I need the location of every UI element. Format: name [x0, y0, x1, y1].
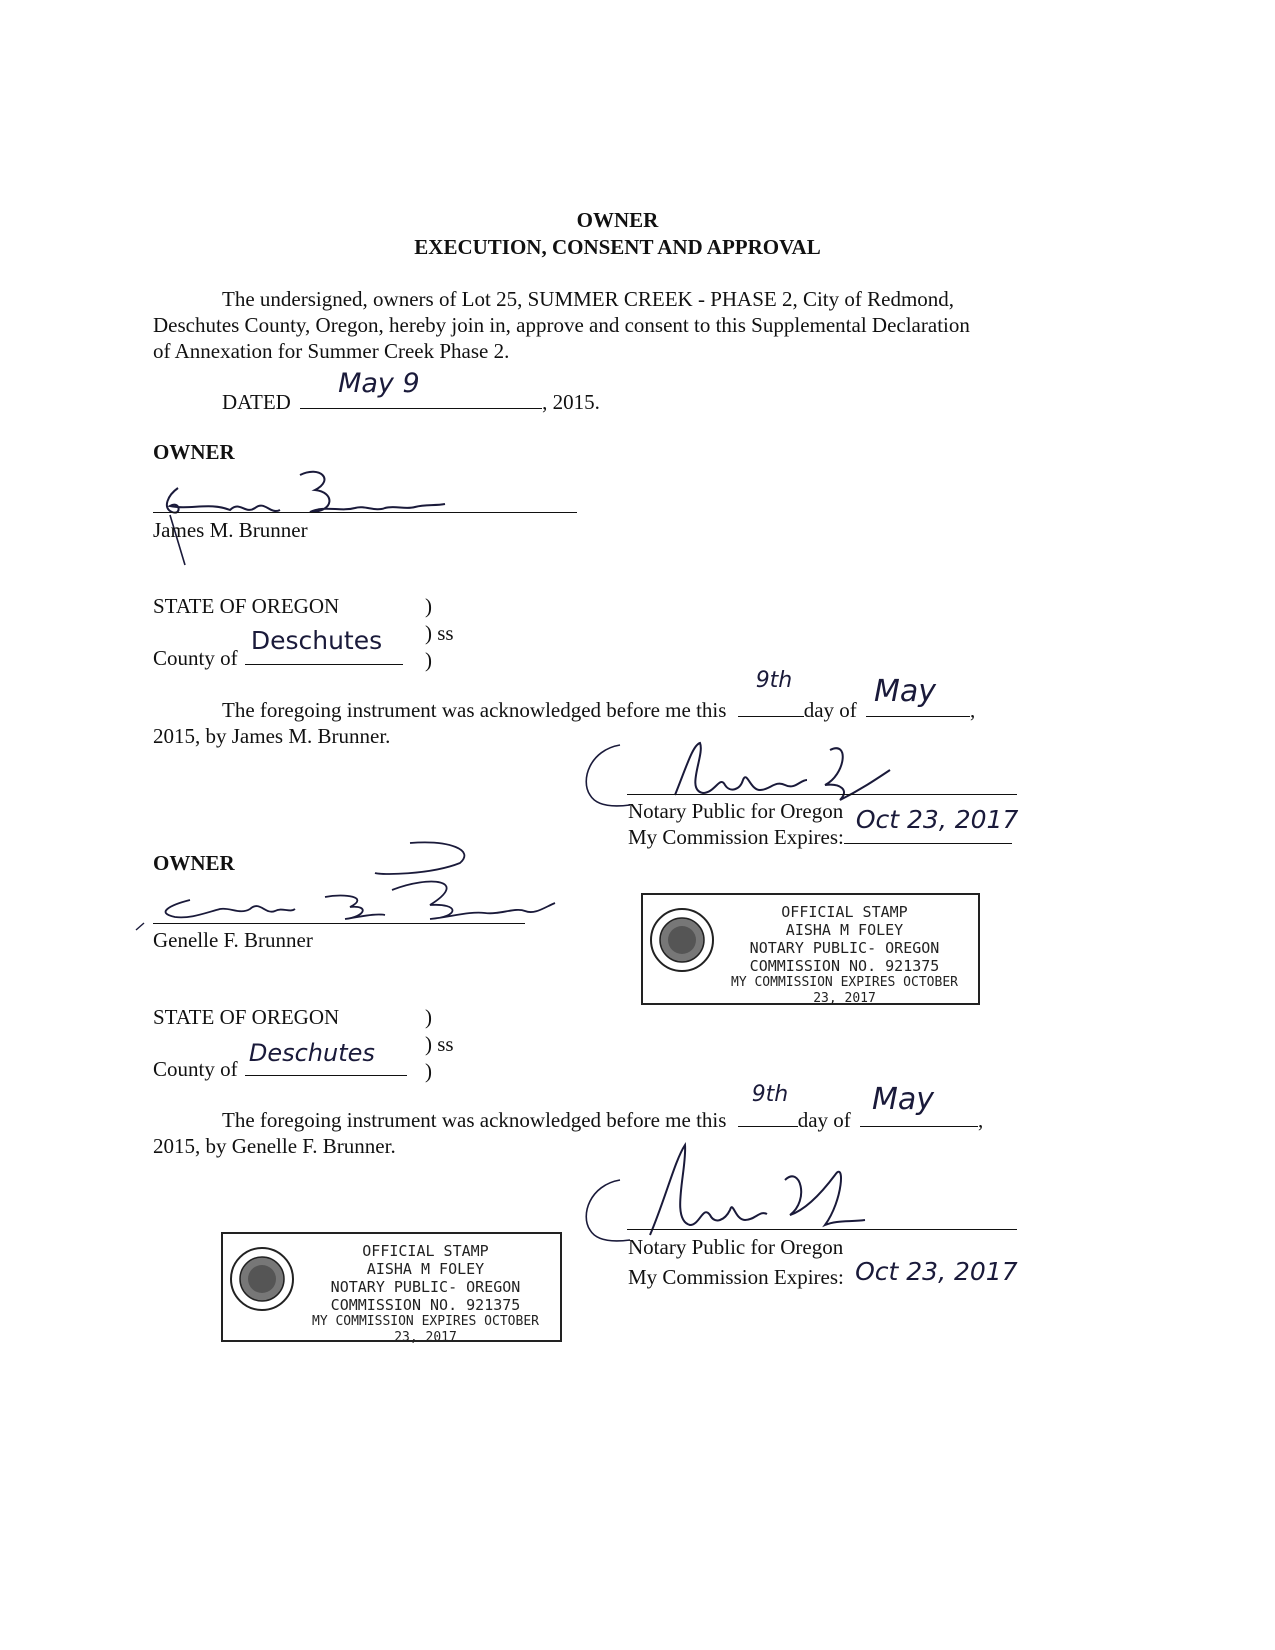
notary2-expires-row: [628, 1257, 1018, 1290]
venue2-county-field: [245, 1039, 407, 1076]
owner1-label: OWNER: [153, 440, 235, 464]
venue2-paren-bottom: ): [425, 1059, 432, 1083]
intro-line-3: of Annexation for Summer Creek Phase 2.: [153, 339, 510, 363]
ack2-line-2: 2015, by Genelle F. Brunner.: [153, 1134, 396, 1158]
notary1-expires-label: My Commission Expires:: [628, 825, 844, 849]
stamp2-line5: MY COMMISSION EXPIRES OCTOBER 23, 2017: [312, 1314, 539, 1345]
venue1-county-row: [153, 626, 403, 671]
venue1-paren-top: ): [425, 594, 432, 618]
ack1-line-2: 2015, by James M. Brunner.: [153, 724, 391, 748]
notary-stamp-1: [641, 893, 980, 1005]
venue1-county-field: [245, 626, 403, 665]
venue2-county-row: [153, 1039, 407, 1082]
owner1-signature-line: [153, 512, 577, 513]
ack1-text-b: day of: [803, 698, 857, 722]
notary2-expires-handwritten: Oct 23, 2017: [855, 1257, 1018, 1286]
owner2-signature-line: [153, 923, 525, 924]
venue1-ss: ) ss: [425, 621, 454, 645]
venue1-paren-bottom: ): [425, 648, 432, 672]
owner2-signature: [130, 835, 570, 940]
ack2-comma: ,: [978, 1108, 984, 1132]
notary2-expires-label: My Commission Expires:: [628, 1265, 844, 1289]
dated-row: [222, 368, 600, 415]
oregon-seal-icon: [229, 1246, 295, 1312]
oregon-seal-icon: [649, 907, 715, 973]
stamp2-line4: COMMISSION NO. 921375: [330, 1296, 521, 1314]
venue2-paren-top: ): [425, 1005, 432, 1029]
venue1-county-label: County of: [153, 646, 238, 670]
owner1-signature: [150, 460, 450, 570]
stamp2-line3: NOTARY PUBLIC- OREGON: [330, 1278, 521, 1296]
ack2-text-b: day of: [797, 1108, 851, 1132]
notary1-expires-handwritten: Oct 23, 2017: [855, 805, 1019, 834]
intro-line-2: Deschutes County, Oregon, hereby join in, approve and consent to this Supplemental Declaration: [153, 313, 970, 337]
ack2-row: [222, 1082, 984, 1133]
owner2-label: OWNER: [153, 851, 235, 875]
ack2-day-field: [738, 1082, 798, 1127]
intro-line-1: The undersigned, owners of Lot 25, SUMMER CREEK - PHASE 2, City of Redmond,: [222, 287, 955, 311]
stamp1-line2: AISHA M FOLEY: [785, 921, 904, 939]
notary1-title: Notary Public for Oregon: [628, 799, 844, 823]
stamp1-line4: COMMISSION NO. 921375: [749, 957, 940, 975]
notary1-signature-line: [627, 794, 1017, 795]
venue2-county-label: County of: [153, 1057, 238, 1081]
stamp2-line1: OFFICIAL STAMP: [362, 1242, 489, 1260]
ack2-day-handwritten: 9th: [751, 1082, 789, 1107]
stamp2-line2: AISHA M FOLEY: [366, 1260, 485, 1278]
notary2-title: Notary Public for Oregon: [628, 1235, 844, 1259]
ack1-month-handwritten: May: [874, 674, 937, 709]
ack1-row: [222, 668, 976, 723]
venue2-state: STATE OF OREGON: [153, 1005, 340, 1029]
owner1-name: James M. Brunner: [153, 518, 308, 542]
ack1-text-a: The foregoing instrument was acknowledged before me this: [222, 698, 727, 722]
notary-stamp-2: [221, 1232, 562, 1345]
venue2-ss: ) ss: [425, 1032, 454, 1056]
venue2-county-handwritten: Deschutes: [248, 1039, 375, 1067]
dated-field: [300, 368, 542, 409]
venue1-county-handwritten: Deschutes: [250, 626, 383, 655]
document-heading-owner: OWNER: [576, 208, 659, 232]
ack1-day-handwritten: 9th: [755, 668, 793, 693]
stamp1-line5: MY COMMISSION EXPIRES OCTOBER 23, 2017: [731, 975, 958, 1006]
owner2-name: Genelle F. Brunner: [153, 928, 313, 952]
ack1-comma: ,: [970, 698, 976, 722]
dated-year: , 2015.: [542, 390, 600, 414]
dated-label: DATED: [222, 390, 291, 414]
notary2-signature-line: [627, 1229, 1017, 1230]
ack1-day-field: [738, 668, 804, 717]
ack2-text-a: The foregoing instrument was acknowledged before me this: [222, 1108, 727, 1132]
stamp1-line3: NOTARY PUBLIC- OREGON: [749, 939, 940, 957]
ack1-month-field: [866, 674, 970, 717]
stamp1-line1: OFFICIAL STAMP: [781, 903, 908, 921]
ack2-month-handwritten: May: [872, 1082, 935, 1117]
ack2-month-field: [860, 1082, 978, 1127]
notary1-expires-field: [844, 805, 1019, 844]
document-heading-execution: EXECUTION, CONSENT AND APPROVAL: [414, 235, 821, 259]
dated-handwritten: May 9: [338, 368, 420, 399]
venue1-state: STATE OF OREGON: [153, 594, 340, 618]
